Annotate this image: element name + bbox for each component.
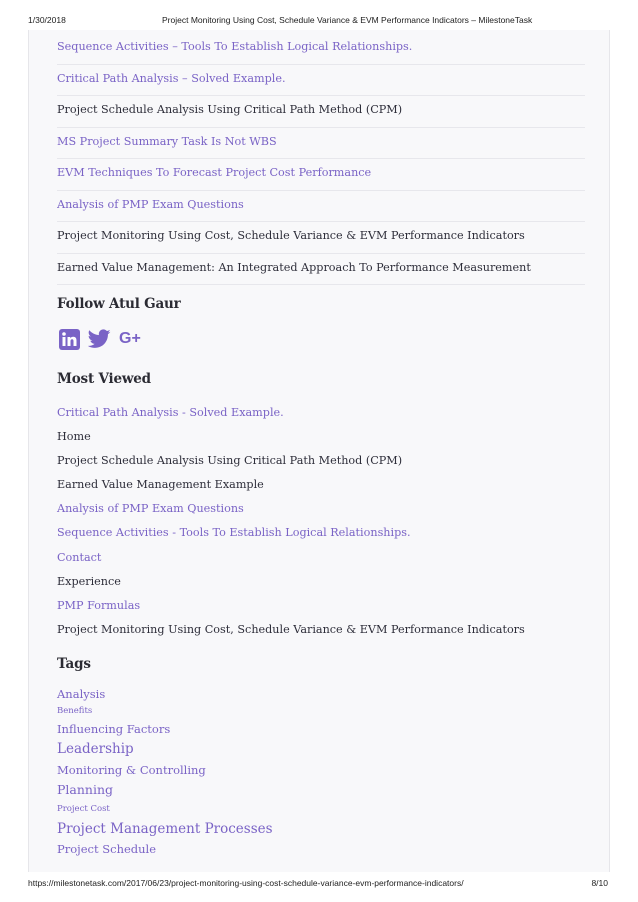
print-header [0, 0, 638, 30]
print-url: https://milestonetask.com/2017/06/23/project-monitoring-using-cost-schedule-variance-evm-performance-indicators/ [28, 878, 464, 888]
most-viewed-link[interactable]: Contact [57, 550, 102, 564]
linkedin-icon[interactable] [59, 329, 80, 350]
most-viewed-link[interactable]: Project Monitoring Using Cost, Schedule Variance & EVM Performance Indicators [57, 622, 525, 636]
list-item [57, 425, 525, 449]
most-viewed-link[interactable]: Home [57, 430, 91, 444]
print-page-number: 8/10 [591, 878, 608, 888]
most-viewed-link[interactable]: Experience [57, 574, 121, 588]
print-document-title: Project Monitoring Using Cost, Schedule Variance & EVM Performance Indicators – MilestoneTask [162, 15, 533, 25]
list-item [57, 401, 525, 425]
recent-post-link[interactable]: EVM Techniques To Forecast Project Cost Performance [57, 166, 372, 179]
list-item [57, 254, 585, 286]
most-viewed-link[interactable]: Critical Path Analysis - Solved Example. [57, 406, 284, 419]
list-item [57, 33, 585, 65]
tag-link[interactable]: Planning [57, 782, 114, 797]
recent-posts-list [57, 33, 585, 285]
tag-link[interactable]: Analysis [57, 687, 106, 701]
tag-link[interactable]: Leadership [57, 741, 134, 757]
tag-link[interactable]: Monitoring & Controlling [57, 763, 206, 777]
tag-cloud [57, 686, 273, 858]
recent-post-link[interactable]: MS Project Summary Task Is Not WBS [57, 134, 277, 148]
tag-link[interactable]: Project Cost [57, 804, 110, 814]
print-footer [0, 874, 638, 902]
list-item [57, 65, 585, 97]
list-item [57, 473, 525, 497]
most-viewed-link[interactable]: Earned Value Management Example [57, 478, 264, 492]
most-viewed-link[interactable]: Project Schedule Analysis Using Critical Path Method (CPM) [57, 454, 403, 468]
recent-post-link[interactable]: Earned Value Management: An Integrated Approach To Performance Measurement [57, 260, 531, 274]
recent-post-link[interactable]: Analysis of PMP Exam Questions [57, 197, 244, 211]
follow-widget-title: Follow Atul Gaur [57, 296, 181, 312]
list-item [57, 222, 585, 254]
tag-link[interactable]: Benefits [57, 706, 93, 716]
most-viewed-link[interactable]: PMP Formulas [57, 598, 141, 612]
list-item [57, 128, 585, 160]
list-item [57, 618, 525, 642]
most-viewed-list [57, 401, 525, 642]
print-date: 1/30/2018 [28, 15, 66, 25]
list-item [57, 497, 525, 521]
recent-post-link[interactable]: Project Monitoring Using Cost, Schedule Variance & EVM Performance Indicators [57, 229, 525, 242]
most-viewed-link[interactable]: Analysis of PMP Exam Questions [57, 502, 244, 516]
list-item [57, 521, 525, 545]
list-item [57, 546, 525, 570]
tag-link[interactable]: Influencing Factors [57, 722, 171, 736]
tags-title: Tags [57, 656, 91, 672]
list-item [57, 96, 585, 128]
recent-post-link[interactable]: Critical Path Analysis – Solved Example. [57, 71, 286, 85]
tag-link[interactable]: Project Management Processes [57, 821, 273, 837]
recent-post-link[interactable]: Project Schedule Analysis Using Critical Path Method (CPM) [57, 103, 403, 116]
list-item [57, 570, 525, 594]
list-item [57, 191, 585, 223]
twitter-icon[interactable] [88, 329, 111, 349]
most-viewed-link[interactable]: Sequence Activities - Tools To Establish Logical Relationships. [57, 526, 411, 540]
recent-post-link[interactable]: Sequence Activities – Tools To Establish Logical Relationships. [57, 40, 413, 53]
tag-link[interactable]: Project Schedule [57, 842, 157, 856]
list-item [57, 594, 525, 618]
google-plus-icon[interactable]: G+ [119, 330, 141, 347]
most-viewed-title: Most Viewed [57, 371, 151, 387]
social-icons [59, 328, 141, 350]
list-item [57, 449, 525, 473]
list-item [57, 159, 585, 191]
